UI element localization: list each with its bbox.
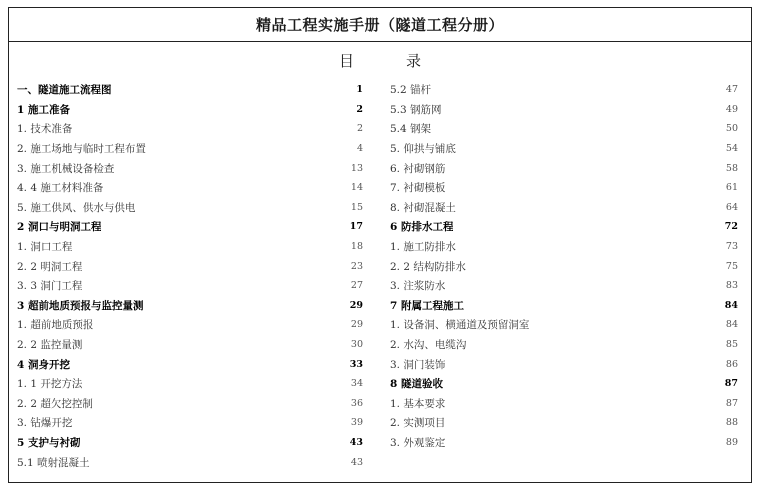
toc-entry-page: 30 (350, 339, 363, 351)
toc-entry-page: 43 (350, 456, 363, 468)
toc-entry[interactable] (390, 119, 740, 139)
toc-entry-label: 3. 洞门装饰 (390, 358, 446, 371)
toc-entry-label: 2 洞口与明洞工程 (17, 221, 102, 234)
toc-entry-label: 7 附属工程施工 (390, 299, 464, 312)
toc-entry[interactable] (17, 315, 365, 335)
toc-entry[interactable] (390, 237, 740, 257)
toc-entry-page: 64 (725, 201, 738, 213)
toc-entry-label: 5.4 钢架 (390, 123, 432, 136)
toc-entry-label: 7. 衬砌模板 (390, 182, 446, 195)
toc-entry-page: 34 (350, 378, 363, 390)
toc-entry-page: 61 (725, 182, 738, 194)
toc-entry-page: 47 (725, 84, 738, 96)
toc-entry[interactable] (17, 452, 365, 472)
toc-entry-page: 2 (356, 103, 363, 115)
toc-entry-page: 87 (725, 397, 738, 409)
toc-entry[interactable] (390, 198, 740, 218)
toc-entry-label: 1. 施工防排水 (390, 241, 456, 254)
toc-entry-label: 2. 2 结构防排水 (390, 260, 466, 273)
toc-entry-page: 72 (724, 221, 738, 233)
toc-heading (9, 50, 751, 71)
toc-entry[interactable] (390, 100, 740, 120)
toc-entry-page: 54 (725, 143, 738, 155)
toc-entry[interactable] (17, 139, 365, 159)
toc-entry[interactable] (17, 198, 365, 218)
toc-entry-label: 3. 注浆防水 (390, 280, 446, 293)
toc-entry-page: 85 (725, 339, 738, 351)
toc-entry-label: 4. 4 施工材料准备 (17, 182, 104, 195)
toc-entry-label: 8. 衬砌混凝土 (390, 201, 456, 214)
toc-entry[interactable] (390, 335, 740, 355)
toc-entry-label: 2. 水沟、电缆沟 (390, 339, 467, 352)
toc-entry-label: 3. 3 洞门工程 (17, 280, 83, 293)
toc-entry-page: 4 (356, 143, 363, 155)
toc-entry[interactable] (390, 394, 740, 414)
toc-entry-label: 1. 基本要求 (390, 397, 446, 410)
toc-entry-label: 6 防排水工程 (390, 221, 454, 234)
toc-entry-label: 5. 仰拱与铺底 (390, 143, 456, 156)
toc-entry-label: 2. 实测项目 (390, 417, 446, 430)
toc-entry-page: 17 (349, 221, 363, 233)
toc-entry[interactable] (390, 374, 740, 394)
toc-entry-label: 8 隧道验收 (390, 378, 443, 391)
toc-entry-label: 1. 1 开挖方法 (17, 378, 83, 391)
toc-entry[interactable] (17, 374, 365, 394)
toc-entry-page: 49 (725, 103, 738, 115)
toc-entry-label: 5.1 喷射混凝土 (17, 456, 90, 469)
toc-entry[interactable] (390, 158, 740, 178)
toc-entry-page: 15 (350, 201, 363, 213)
toc-heading-char-1: 目 (338, 52, 354, 70)
toc-entry[interactable] (390, 178, 740, 198)
toc-entry-label: 5.3 钢筋网 (390, 103, 442, 116)
toc-entry-label: 5. 施工供风、供水与供电 (17, 201, 136, 214)
toc-entry-label: 2. 2 明洞工程 (17, 260, 83, 273)
toc-entry-page: 13 (350, 162, 363, 174)
toc-entry-page: 27 (350, 280, 363, 292)
toc-entry-page: 43 (349, 436, 363, 448)
toc-entry-label: 3. 施工机械设备检查 (17, 162, 115, 175)
toc-entry[interactable] (390, 354, 740, 374)
toc-entry[interactable] (17, 433, 365, 453)
toc-entry-page: 50 (725, 123, 738, 135)
manual-page (8, 7, 752, 483)
toc-entry[interactable] (17, 413, 365, 433)
toc-entry[interactable] (390, 315, 740, 335)
toc-entry-label: 4 洞身开挖 (17, 358, 70, 371)
toc-entry-page: 89 (725, 436, 738, 448)
toc-entry-label: 1. 技术准备 (17, 123, 73, 136)
toc-heading-char-2: 录 (406, 52, 422, 70)
toc-entry[interactable] (17, 178, 365, 198)
toc-entry[interactable] (390, 217, 740, 237)
toc-entry-label: 1. 设备洞、横通道及预留洞室 (390, 319, 530, 332)
toc-entry-page: 84 (725, 319, 738, 331)
toc-entry-label: 1. 洞口工程 (17, 241, 73, 254)
toc-entry-label: 5.2 锚杆 (390, 84, 432, 97)
toc-entry[interactable] (390, 413, 740, 433)
toc-entry-page: 29 (349, 299, 363, 311)
toc-entry-page: 88 (725, 417, 738, 429)
toc-entry-page: 33 (349, 358, 363, 370)
toc-entry-label: 3 超前地质预报与监控量测 (17, 299, 144, 312)
toc-entry[interactable] (17, 335, 365, 355)
toc-entry-label: 6. 衬砌钢筋 (390, 162, 446, 175)
toc-entry[interactable] (17, 276, 365, 296)
toc-entry[interactable] (17, 119, 365, 139)
toc-entry[interactable] (390, 80, 740, 100)
toc-entry[interactable] (390, 139, 740, 159)
toc-entry-page: 2 (356, 123, 363, 135)
toc-entry-label: 2. 施工场地与临时工程布置 (17, 143, 146, 156)
toc-entry[interactable] (17, 158, 365, 178)
toc-entry-page: 29 (350, 319, 363, 331)
toc-entry-page: 36 (350, 397, 363, 409)
toc-entry[interactable] (17, 80, 365, 100)
toc-entry-page: 58 (725, 162, 738, 174)
toc-entry[interactable] (390, 276, 740, 296)
toc-entry-page: 14 (350, 182, 363, 194)
toc-entry-page: 84 (724, 299, 738, 311)
toc-entry[interactable] (17, 217, 365, 237)
toc-entry-label: 2. 2 超欠挖控制 (17, 397, 93, 410)
toc-entry-page: 87 (724, 378, 738, 390)
toc-entry[interactable] (17, 354, 365, 374)
toc-entry-label: 2. 2 监控量测 (17, 339, 83, 352)
toc-left-column (17, 80, 365, 472)
toc-entry-page: 23 (350, 260, 363, 272)
toc-entry-label: 3. 外观鉴定 (390, 436, 446, 449)
toc-entry[interactable] (17, 296, 365, 316)
toc-entry-page: 39 (350, 417, 363, 429)
toc-entry-label: 一、隧道施工流程图 (17, 84, 112, 97)
toc-entry[interactable] (390, 256, 740, 276)
toc-entry-page: 75 (725, 260, 738, 272)
toc-entry-page: 86 (725, 358, 738, 370)
document-title: 精品工程实施手册（隧道工程分册） (9, 8, 751, 42)
toc-entry[interactable] (390, 433, 740, 453)
toc-entry-page: 1 (356, 84, 363, 96)
toc-entry[interactable] (390, 296, 740, 316)
toc-entry-page: 18 (350, 241, 363, 253)
toc-entry-label: 1 施工准备 (17, 103, 70, 116)
toc-entry[interactable] (17, 237, 365, 257)
toc-entry-page: 73 (725, 241, 738, 253)
toc-entry-label: 3. 钻爆开挖 (17, 417, 73, 430)
toc-entry-page: 83 (725, 280, 738, 292)
toc-right-column (390, 80, 740, 452)
toc-entry[interactable] (17, 256, 365, 276)
toc-entry[interactable] (17, 394, 365, 414)
toc-entry-label: 5 支护与衬砌 (17, 436, 81, 449)
toc-entry-label: 1. 超前地质预报 (17, 319, 94, 332)
toc-entry[interactable] (17, 100, 365, 120)
